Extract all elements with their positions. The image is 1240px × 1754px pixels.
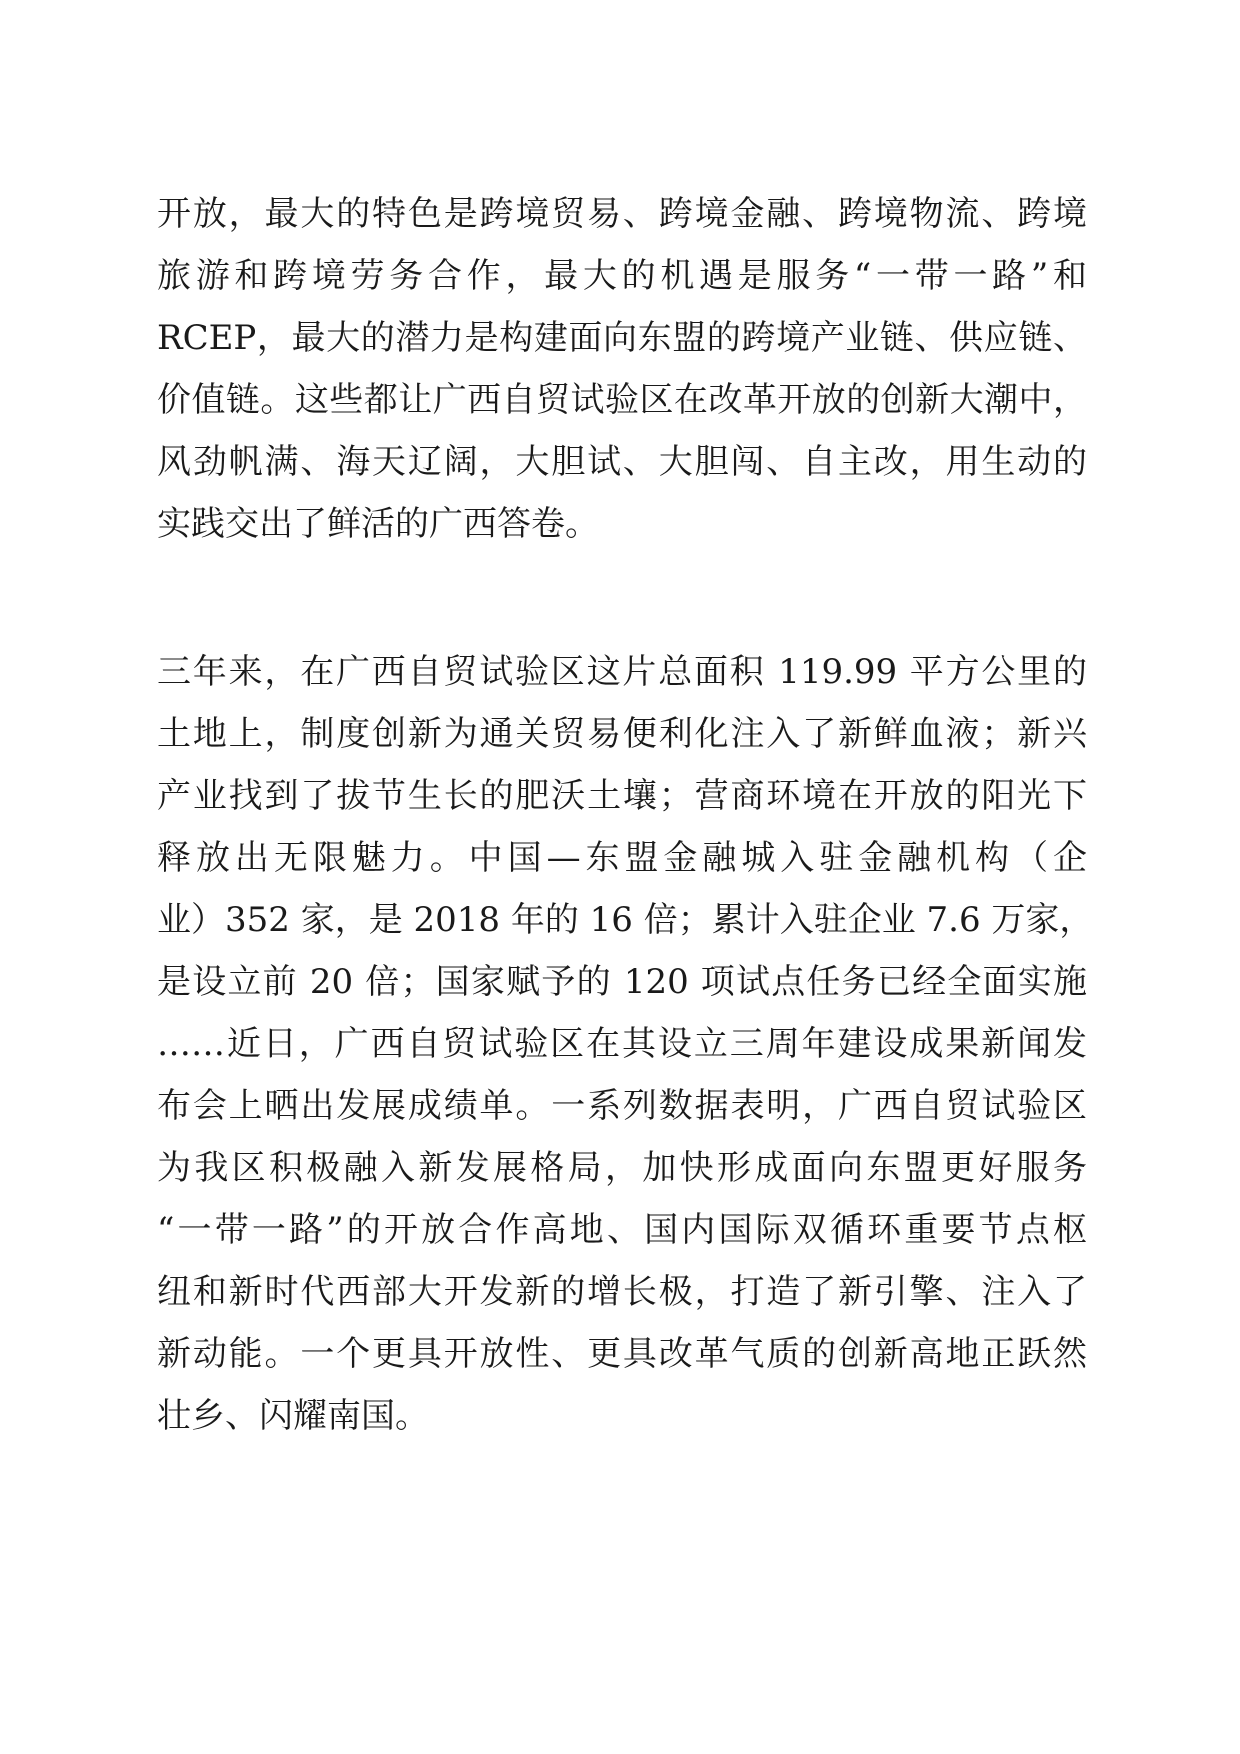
paragraph-line: 壮乡、闪耀南国。 xyxy=(157,1396,429,1436)
paragraph-line: 产业找到了拔节生长的肥沃土壤；营商环境在开放的阳光下 xyxy=(157,776,1087,816)
paragraph-line: 为我区积极融入新发展格局，加快形成面向东盟更好服务 xyxy=(157,1148,1087,1188)
paragraph-line: 旅游和跨境劳务合作，最大的机遇是服务“一带一路”和 xyxy=(157,256,1087,296)
paragraph-line: 价值链。这些都让广西自贸试验区在改革开放的创新大潮中， xyxy=(157,380,1087,420)
paragraph-line: 是设立前 20 倍；国家赋予的 120 项试点任务已经全面实施 xyxy=(157,962,1087,1002)
paragraph-line: RCEP，最大的潜力是构建面向东盟的跨境产业链、供应链、 xyxy=(157,318,1087,358)
paragraph-line: 土地上，制度创新为通关贸易便利化注入了新鲜血液；新兴 xyxy=(157,714,1087,754)
paragraph-line: ……近日，广西自贸试验区在其设立三周年建设成果新闻发 xyxy=(157,1024,1087,1064)
paragraph-1 xyxy=(157,183,1087,555)
paragraph-line: 纽和新时代西部大开发新的增长极，打造了新引擎、注入了 xyxy=(157,1272,1087,1312)
paragraph-line: 开放，最大的特色是跨境贸易、跨境金融、跨境物流、跨境 xyxy=(157,194,1087,234)
paragraph-2 xyxy=(157,641,1094,1447)
paragraph-line: “一带一路”的开放合作高地、国内国际双循环重要节点枢 xyxy=(157,1210,1087,1250)
paragraph-line: 释放出无限魅力。中国—东盟金融城入驻金融机构（企 xyxy=(157,838,1087,878)
paragraph-line: 新动能。一个更具开放性、更具改革气质的创新高地正跃然 xyxy=(157,1334,1087,1374)
paragraph-line: 布会上晒出发展成绩单。一系列数据表明，广西自贸试验区 xyxy=(157,1086,1087,1126)
paragraph-line: 业）352 家，是 2018 年的 16 倍；累计入驻企业 7.6 万家， xyxy=(157,900,1094,940)
paragraph-line: 风劲帆满、海天辽阔，大胆试、大胆闯、自主改，用生动的 xyxy=(157,442,1087,482)
paragraph-line: 实践交出了鲜活的广西答卷。 xyxy=(157,504,599,544)
paragraph-line: 三年来，在广西自贸试验区这片总面积 119.99 平方公里的 xyxy=(157,652,1087,692)
